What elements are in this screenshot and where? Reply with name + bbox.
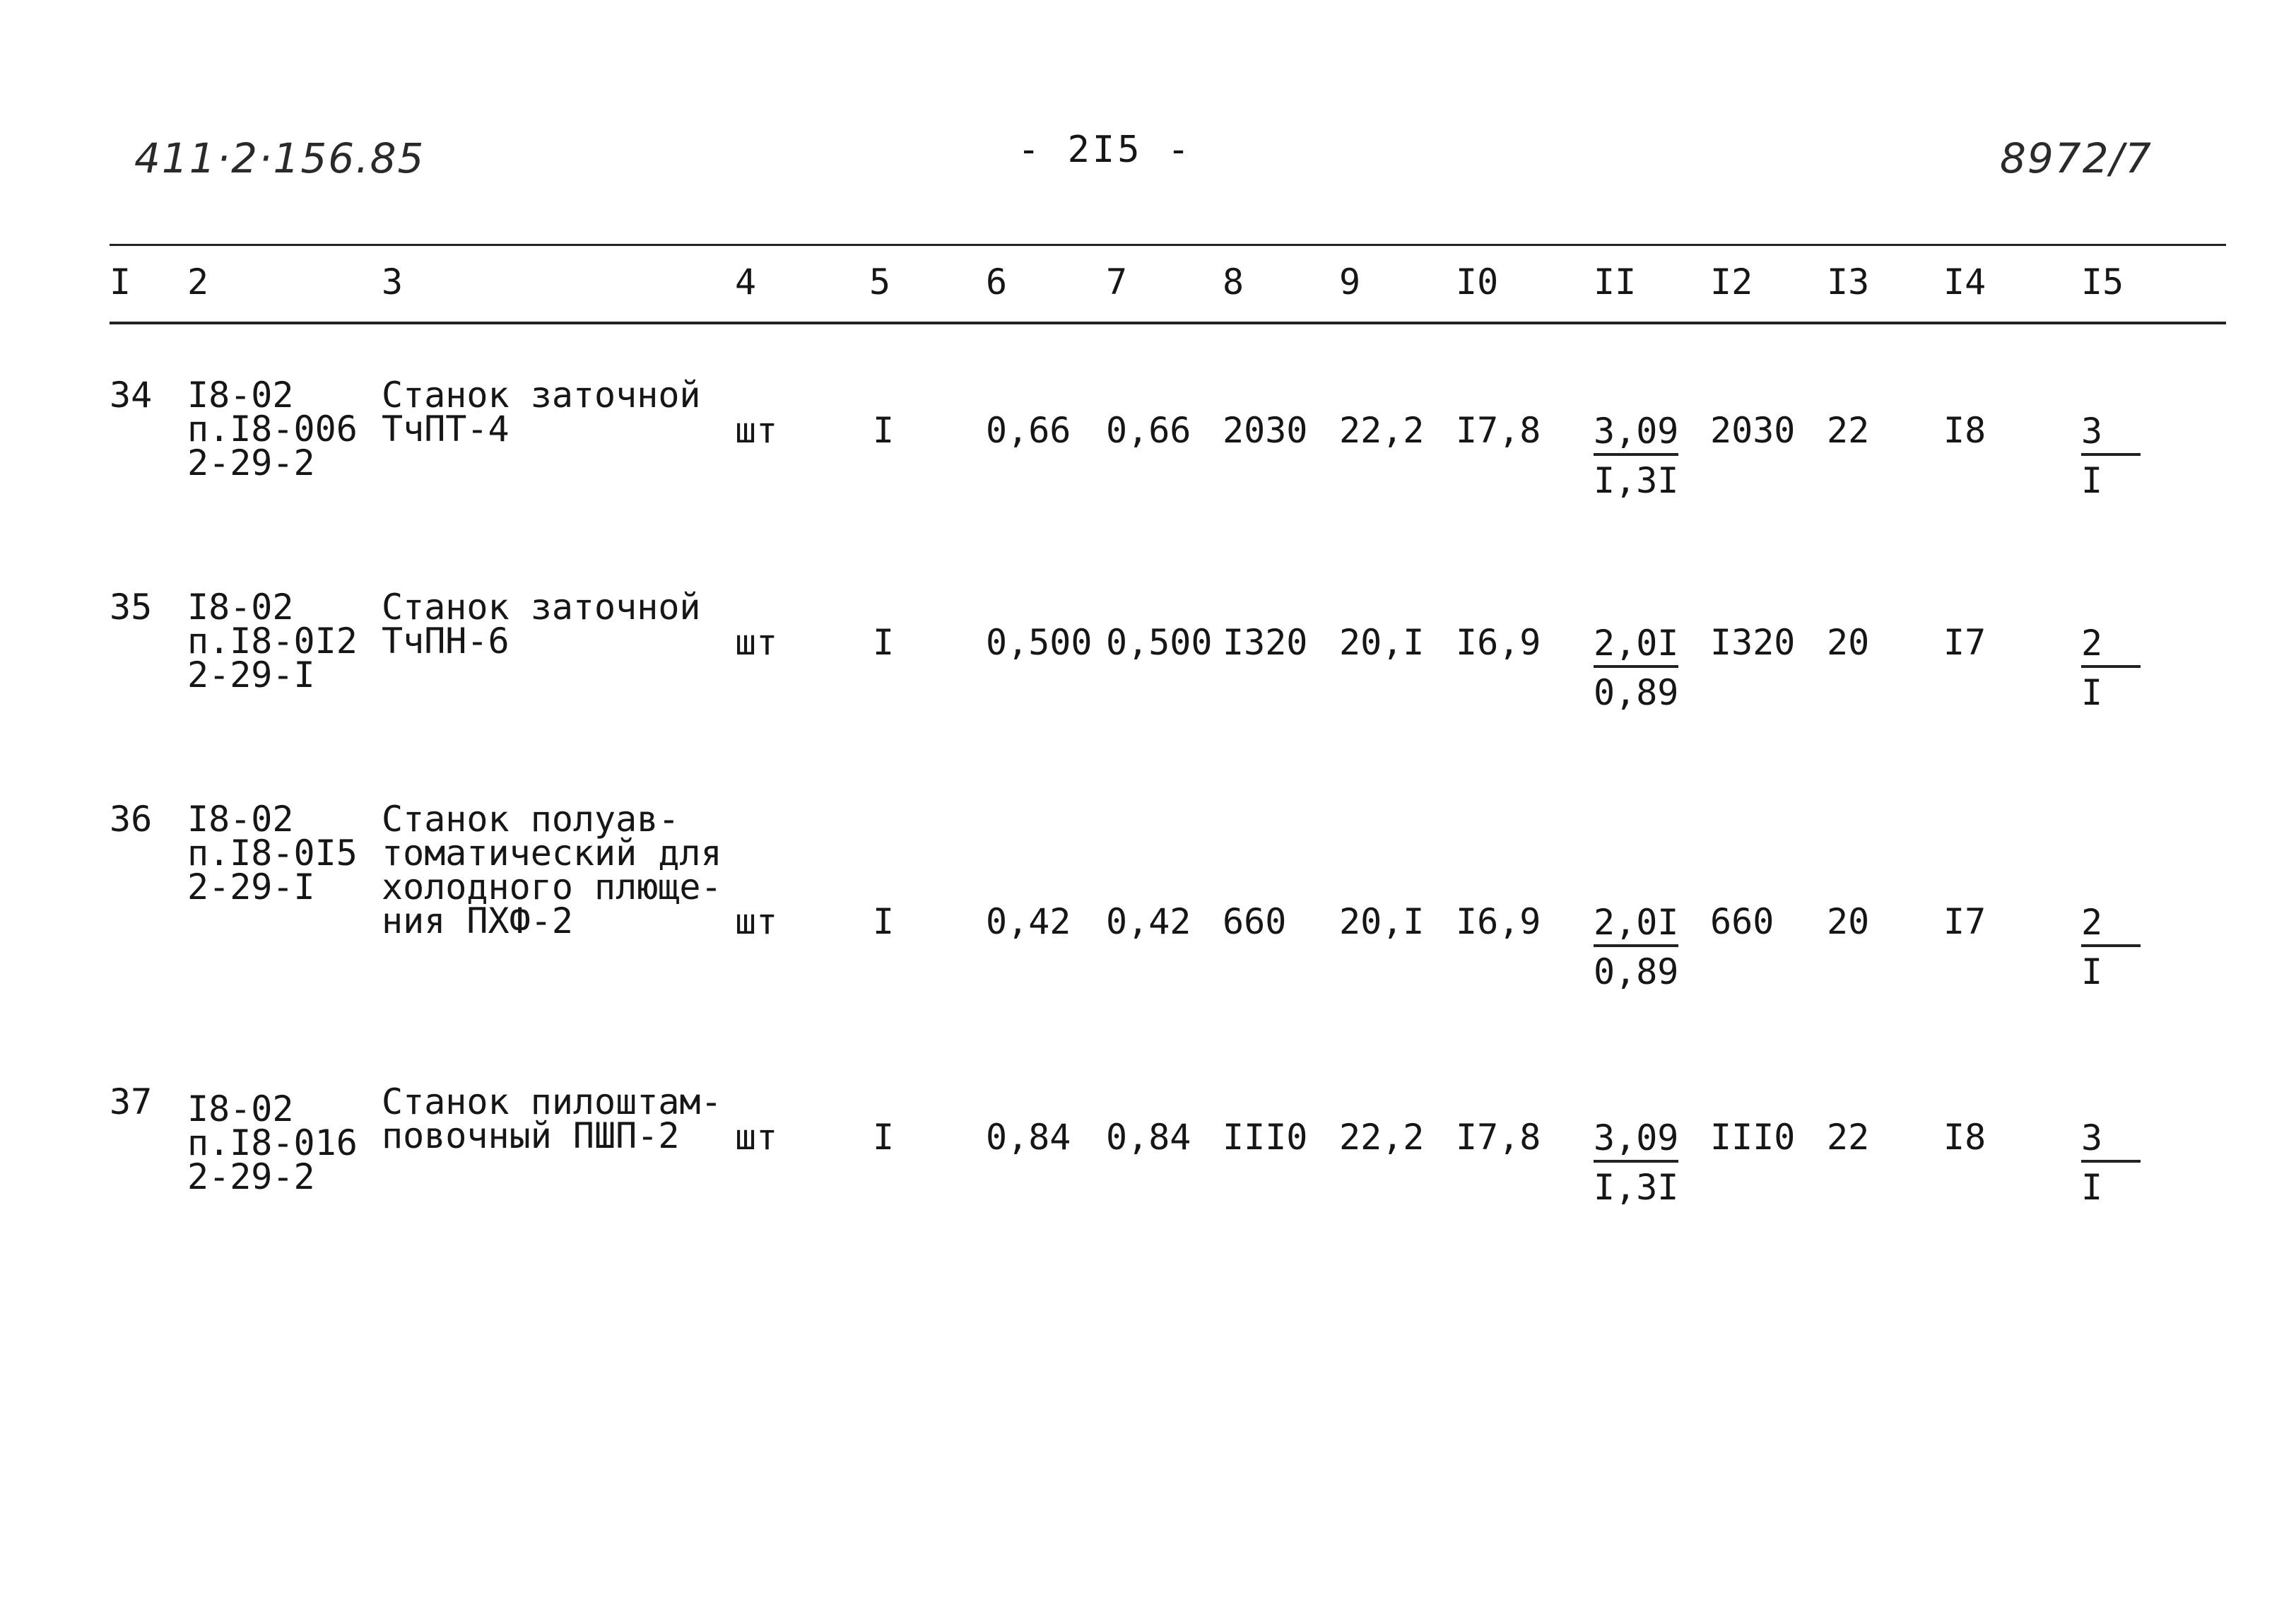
col15-denominator: I	[2081, 951, 2103, 992]
column-header-11: II	[1594, 262, 1637, 303]
col15-numerator: 3	[2081, 1120, 2141, 1163]
column-header-10: I0	[1456, 262, 1499, 303]
col7-cell: 0,42	[1106, 901, 1191, 942]
col11-numerator: 2,0I	[1594, 905, 1678, 947]
name-cell: Станок полуав- томатический для холодного плюще- ния ПХФ-2	[382, 799, 722, 941]
column-header-13: I3	[1827, 262, 1870, 303]
col10-cell: I6,9	[1456, 622, 1541, 663]
column-header-15: I5	[2081, 262, 2124, 303]
row-number: 36	[110, 799, 153, 840]
qty-cell: I	[873, 1117, 895, 1158]
col12-cell: 2030	[1710, 410, 1796, 451]
col14-cell: I8	[1943, 410, 1986, 451]
col6-cell: 0,500	[986, 622, 1093, 663]
col13-cell: 20	[1827, 622, 1870, 663]
col14-cell: I7	[1943, 901, 1986, 942]
col13-cell: 22	[1827, 1117, 1870, 1158]
col8-cell: III0	[1223, 1117, 1308, 1158]
column-header-7: 7	[1106, 262, 1128, 303]
col9-cell: 20,I	[1339, 622, 1425, 663]
col6-cell: 0,84	[986, 1117, 1071, 1158]
name-cell: Станок заточной ТчПТ-4	[382, 375, 701, 450]
sheet-number: 8972/7	[2000, 134, 2153, 182]
col10-cell: I6,9	[1456, 901, 1541, 942]
col9-cell: 22,2	[1339, 410, 1425, 451]
col12-cell: I320	[1710, 622, 1796, 663]
document-code: 411·2·156.85	[134, 134, 425, 182]
col15-numerator: 2	[2081, 626, 2141, 668]
code-cell: I8-02 п.I8-006 2-29-2	[187, 375, 358, 483]
qty-cell: I	[873, 622, 895, 663]
col13-cell: 20	[1827, 901, 1870, 942]
col11-fraction	[1594, 902, 1679, 992]
row-number: 34	[110, 375, 153, 416]
col14-cell: I7	[1943, 622, 1986, 663]
qty-cell: I	[873, 901, 895, 942]
col11-denominator: 0,89	[1594, 951, 1679, 992]
code-cell: I8-02 п.I8-0I2 2-29-I	[187, 587, 358, 695]
code-cell: I8-02 п.I8-0I5 2-29-I	[187, 799, 358, 908]
column-header-4: 4	[735, 262, 757, 303]
col7-cell: 0,84	[1106, 1117, 1191, 1158]
col11-numerator: 2,0I	[1594, 626, 1678, 668]
col15-denominator: I	[2081, 1167, 2103, 1208]
unit-cell: шт	[735, 410, 778, 451]
col12-cell: 660	[1710, 901, 1774, 942]
name-cell: Станок пилоштам- повочный ПШП-2	[382, 1081, 722, 1156]
unit-cell: шт	[735, 901, 778, 942]
col11-fraction	[1594, 411, 1679, 501]
row-number: 37	[110, 1081, 153, 1122]
col15-fraction	[2081, 1117, 2141, 1208]
col15-denominator: I	[2081, 672, 2103, 713]
col9-cell: 20,I	[1339, 901, 1425, 942]
col9-cell: 22,2	[1339, 1117, 1425, 1158]
column-header-12: I2	[1710, 262, 1753, 303]
column-header-2: 2	[187, 262, 209, 303]
col6-cell: 0,66	[986, 410, 1071, 451]
column-header-6: 6	[986, 262, 1008, 303]
column-header-9: 9	[1339, 262, 1361, 303]
unit-cell: шт	[735, 622, 778, 663]
column-header-5: 5	[869, 262, 891, 303]
code-cell: I8-02 п.I8-016 2-29-2	[187, 1088, 358, 1197]
unit-cell: шт	[735, 1117, 778, 1158]
col8-cell: 2030	[1223, 410, 1308, 451]
col12-cell: III0	[1710, 1117, 1796, 1158]
col8-cell: I320	[1223, 622, 1308, 663]
col14-cell: I8	[1943, 1117, 1986, 1158]
col11-fraction	[1594, 1117, 1679, 1208]
name-cell: Станок заточной ТчПН-6	[382, 587, 701, 662]
col7-cell: 0,500	[1106, 622, 1213, 663]
row-number: 35	[110, 587, 153, 628]
col11-denominator: I,3I	[1594, 460, 1679, 501]
col11-numerator: 3,09	[1594, 413, 1678, 456]
col10-cell: I7,8	[1456, 410, 1541, 451]
col15-denominator: I	[2081, 460, 2103, 501]
col10-cell: I7,8	[1456, 1117, 1541, 1158]
col11-numerator: 3,09	[1594, 1120, 1678, 1163]
column-header-3: 3	[382, 262, 404, 303]
col8-cell: 660	[1223, 901, 1287, 942]
col15-fraction	[2081, 623, 2141, 713]
page-number: - 2I5 -	[1018, 129, 1193, 171]
column-header-1: I	[110, 262, 131, 303]
col15-fraction	[2081, 411, 2141, 501]
table-top-rule	[110, 244, 2226, 246]
col15-numerator: 2	[2081, 905, 2141, 947]
col7-cell: 0,66	[1106, 410, 1191, 451]
col11-denominator: 0,89	[1594, 672, 1679, 713]
col15-fraction	[2081, 902, 2141, 992]
column-header-8: 8	[1223, 262, 1244, 303]
col11-denominator: I,3I	[1594, 1167, 1679, 1208]
column-header-14: I4	[1943, 262, 1986, 303]
table-header-rule	[110, 322, 2226, 324]
col13-cell: 22	[1827, 410, 1870, 451]
col6-cell: 0,42	[986, 901, 1071, 942]
col15-numerator: 3	[2081, 413, 2141, 456]
qty-cell: I	[873, 410, 895, 451]
col11-fraction	[1594, 623, 1679, 713]
